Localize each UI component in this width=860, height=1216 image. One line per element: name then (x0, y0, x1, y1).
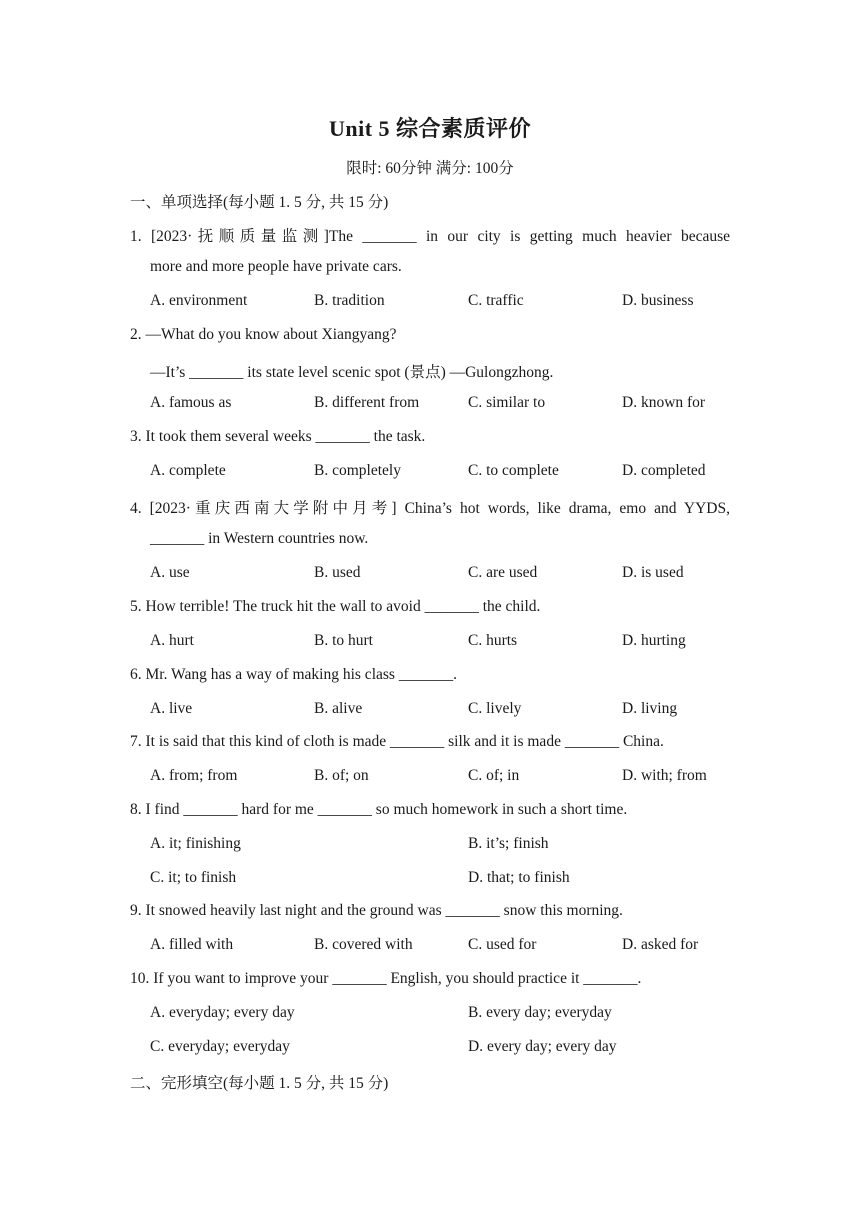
question-10-options-row-1 (150, 1004, 750, 1026)
question-8-options-row-1 (150, 835, 750, 857)
option-c: C. everyday; everyday (150, 1038, 290, 1055)
option-a: A. from; from (150, 767, 238, 784)
option-c: C. used for (468, 936, 537, 953)
option-a: A. hurt (150, 632, 194, 649)
page-title: Unit 5 综合素质评价 (328, 116, 532, 141)
option-c: C. of; in (468, 767, 520, 784)
question-5-options (150, 632, 750, 654)
option-b: B. it’s; finish (468, 835, 549, 852)
question-3-options (150, 462, 750, 484)
option-d: D. business (622, 292, 694, 309)
option-b: B. to hurt (314, 632, 373, 649)
option-d: D. with; from (622, 767, 707, 784)
option-c: C. are used (468, 564, 538, 581)
option-c: C. it; to finish (150, 869, 237, 886)
question-6-stem: 6. Mr. Wang has a way of making his class _______. (130, 666, 457, 683)
question-10-stem: 10. If you want to improve your _______ English, you should practice it _______. (130, 970, 642, 987)
question-1-stem: 1. [2023·抚顺质量监测]The _______ in our city is getting much heavier because (130, 228, 730, 245)
question-1-options (150, 292, 750, 314)
option-c: C. to complete (468, 462, 559, 479)
question-2-stem-continued: —It’s _______ its state level scenic spot (景点) —Gulongzhong. (150, 364, 554, 381)
option-b: B. alive (314, 700, 363, 717)
question-8-options-row-2 (150, 869, 750, 891)
question-7-options (150, 767, 750, 789)
section-heading-single-choice: 一、单项选择(每小题 1. 5 分, 共 15 分) (130, 194, 389, 211)
time-score-info: 限时: 60分钟 满分: 100分 (346, 160, 514, 177)
question-4-options (150, 564, 750, 586)
option-b: B. used (314, 564, 361, 581)
option-c: C. hurts (468, 632, 518, 649)
question-9-stem: 9. It snowed heavily last night and the ground was _______ snow this morning. (130, 902, 623, 919)
option-d: D. that; to finish (468, 869, 570, 886)
question-10-options-row-2 (150, 1038, 750, 1060)
question-9-options (150, 936, 750, 958)
option-a: A. it; finishing (150, 835, 241, 852)
option-b: B. completely (314, 462, 401, 479)
question-8-stem: 8. I find _______ hard for me _______ so much homework in such a short time. (130, 801, 628, 818)
option-d: D. completed (622, 462, 706, 479)
question-4-stem: 4. [2023·重庆西南大学附中月考] China’s hot words, like drama, emo and YYDS, (130, 500, 730, 517)
question-5-stem: 5. How terrible! The truck hit the wall to avoid _______ the child. (130, 598, 541, 615)
question-6-options (150, 700, 750, 722)
question-3-stem: 3. It took them several weeks _______ the task. (130, 428, 426, 445)
option-d: D. hurting (622, 632, 686, 649)
option-a: A. filled with (150, 936, 234, 953)
option-b: B. tradition (314, 292, 385, 309)
question-4-stem-continued: _______ in Western countries now. (150, 530, 369, 547)
question-2-stem: 2. —What do you know about Xiangyang? (130, 326, 397, 343)
question-1-stem-continued: more and more people have private cars. (150, 258, 402, 275)
option-b: B. different from (314, 394, 420, 411)
option-b: B. covered with (314, 936, 413, 953)
option-d: D. living (622, 700, 678, 717)
option-c: C. lively (468, 700, 522, 717)
option-b: B. every day; everyday (468, 1004, 612, 1021)
option-a: A. use (150, 564, 190, 581)
option-a: A. everyday; every day (150, 1004, 295, 1021)
option-d: D. is used (622, 564, 684, 581)
option-d: D. every day; every day (468, 1038, 617, 1055)
option-c: C. traffic (468, 292, 524, 309)
question-2-options (150, 394, 750, 416)
section-heading-cloze: 二、完形填空(每小题 1. 5 分, 共 15 分) (130, 1075, 389, 1092)
option-a: A. live (150, 700, 193, 717)
option-a: A. environment (150, 292, 248, 309)
option-a: A. complete (150, 462, 226, 479)
option-c: C. similar to (468, 394, 546, 411)
option-b: B. of; on (314, 767, 369, 784)
question-7-stem: 7. It is said that this kind of cloth is made _______ silk and it is made _______ China. (130, 733, 664, 750)
option-a: A. famous as (150, 394, 232, 411)
option-d: D. known for (622, 394, 706, 411)
option-d: D. asked for (622, 936, 699, 953)
